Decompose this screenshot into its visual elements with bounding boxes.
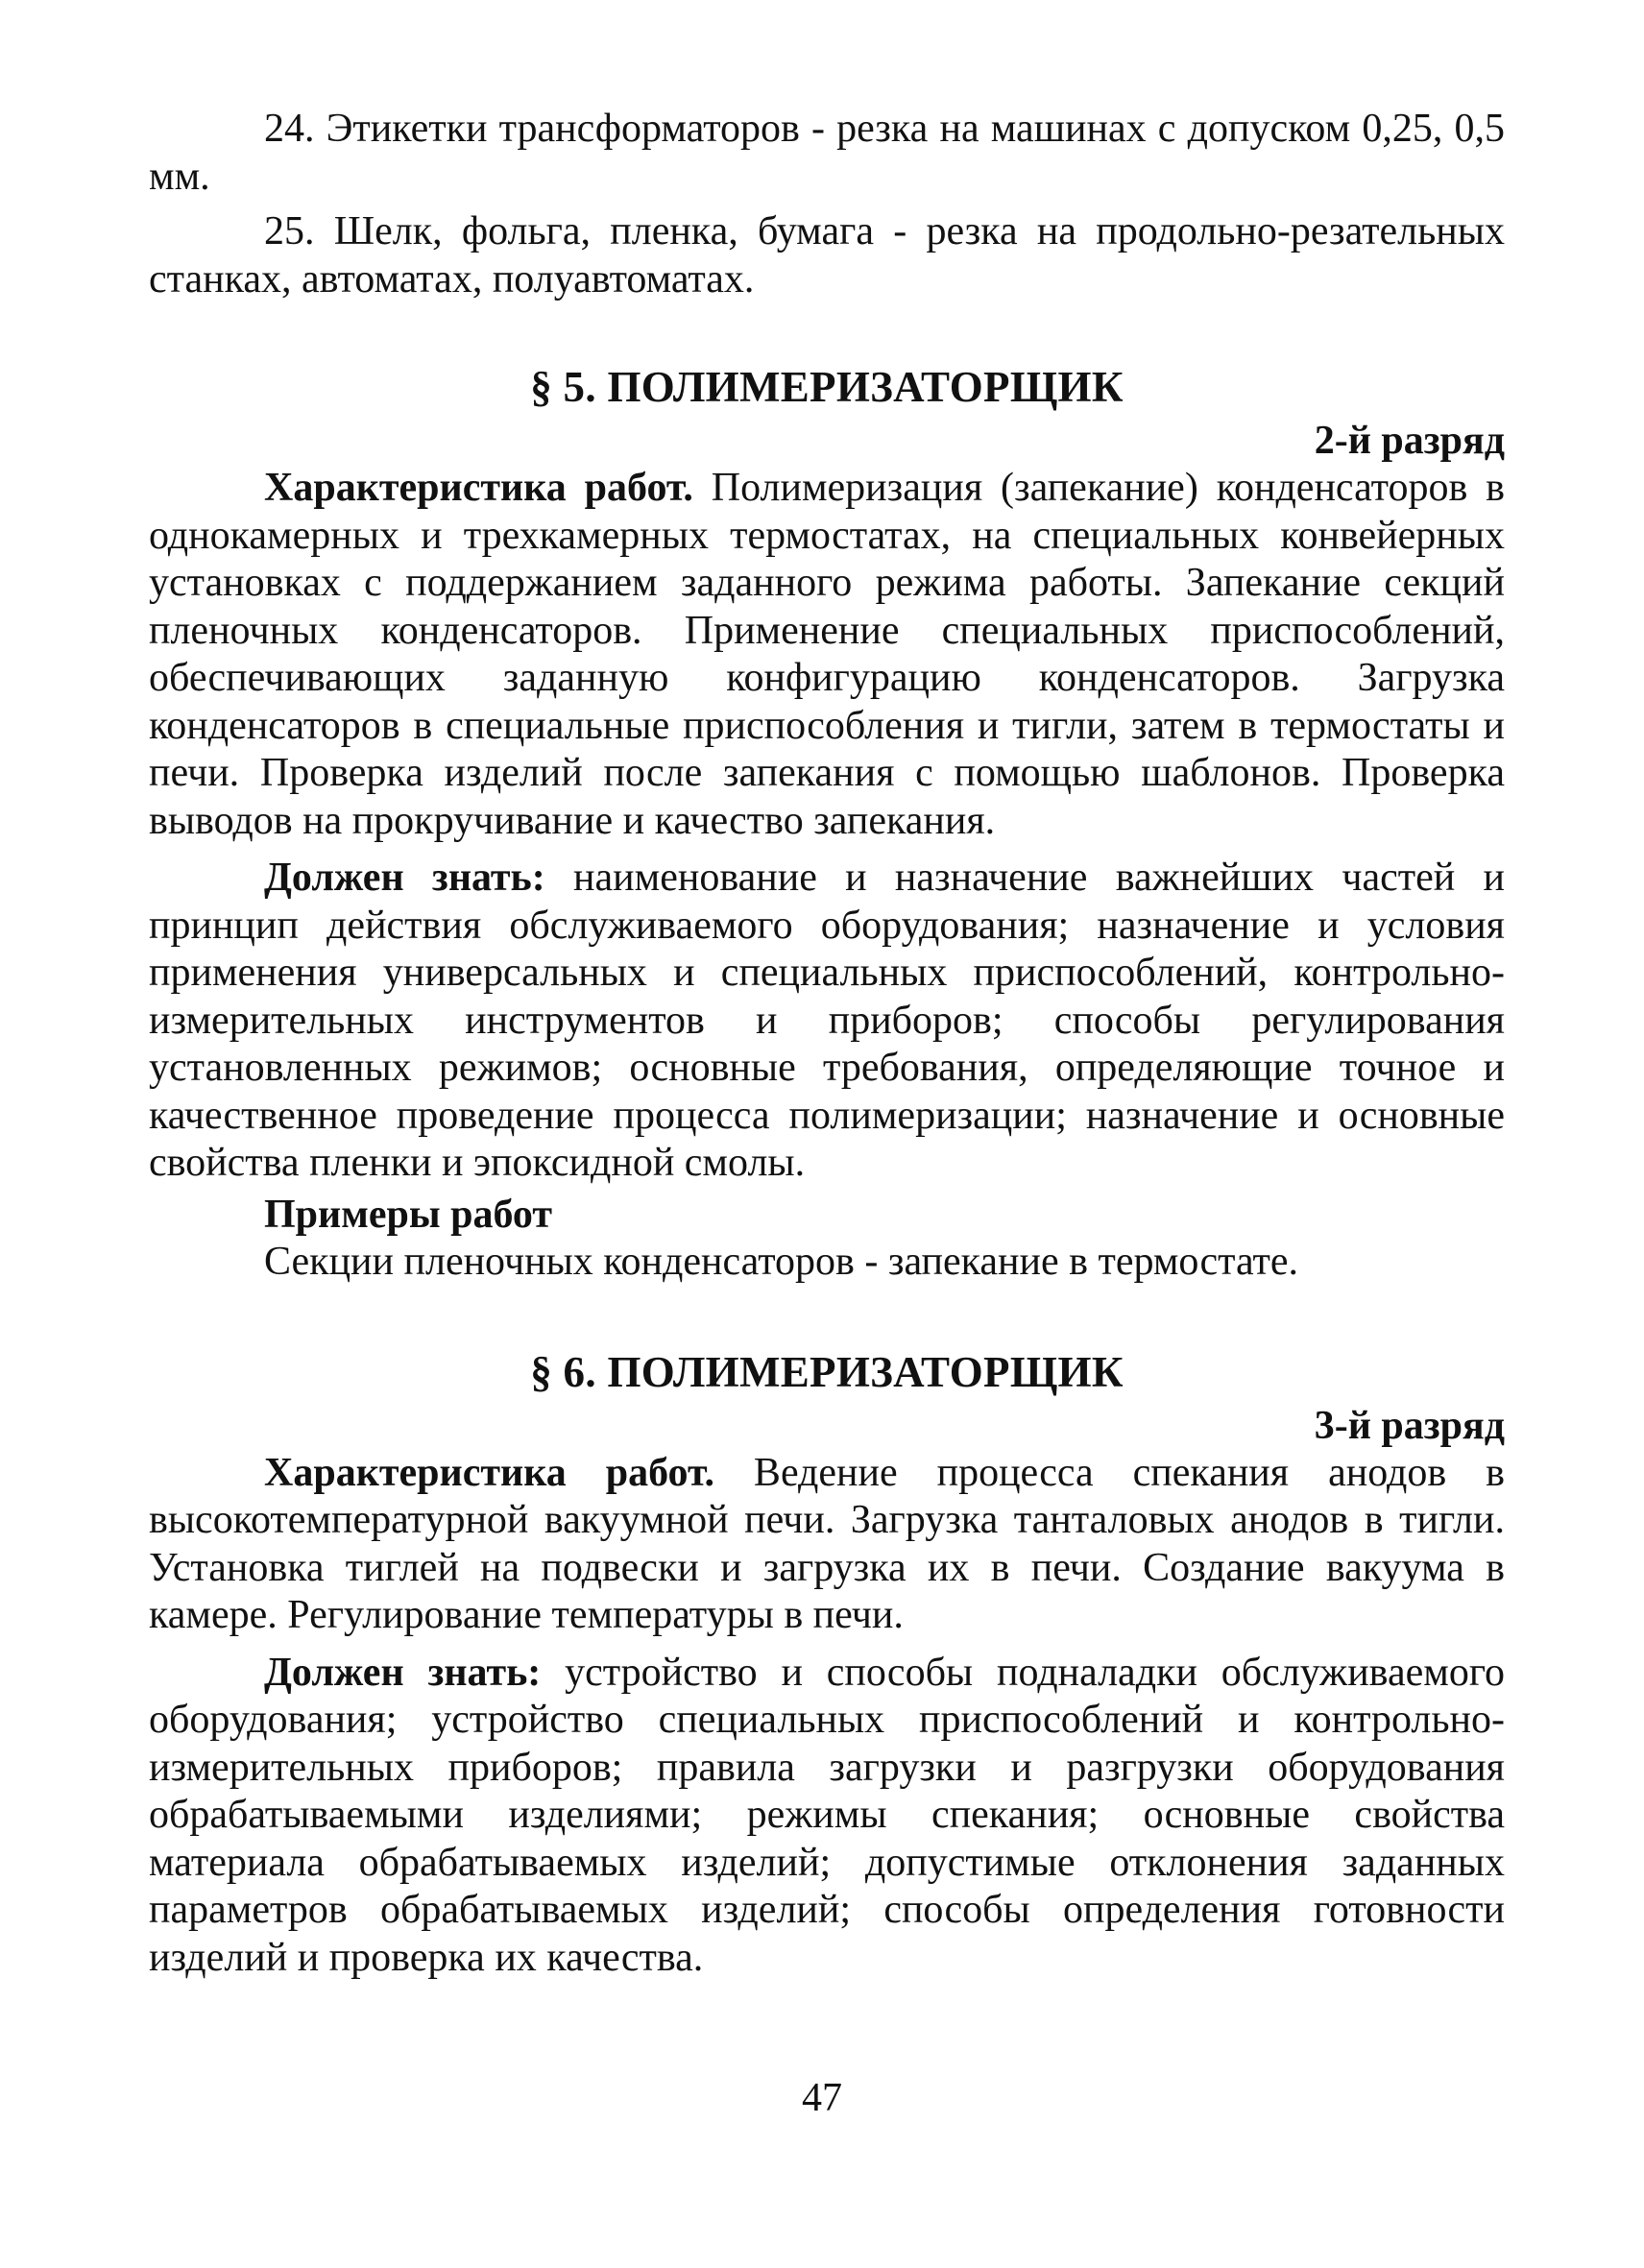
- section-6-knowledge-label: Должен знать:: [264, 1650, 542, 1695]
- section-5-examples-title: Примеры работ: [264, 1192, 553, 1237]
- section-5-work-label: Характеристика работ.: [264, 466, 693, 510]
- section-5-examples-text: Секции пленочных конденсаторов - запекание в термостате.: [264, 1240, 1299, 1284]
- section-6-work-text: Ведение процесса спекания анодов в высокотемпературной вакуумной печи. Загрузка танталовых анодов в тигли. Установка тиглей на подвески и загрузка их в печи. Создание вакуума в камере. Регулирование температуры в печи.: [149, 1450, 1505, 1637]
- section-6-knowledge-text: устройство и способы подналадки обслуживаемого оборудования; устройство специальных приспособлений и контрольно-измерительных приборов; правила загрузки и разгрузки оборудования обрабатываемыми изделиями; режимы спекания; основные свойства материала обрабатываемых изделий; допустимые отклонения заданных параметров обрабатываемых изделий; способы определения готовности изделий и проверка их качества.: [149, 1650, 1505, 1980]
- section-6-work-label: Характеристика работ.: [264, 1450, 714, 1495]
- section-6-grade: 3-й разряд: [1314, 1403, 1505, 1448]
- section-6-work-description: [149, 1450, 1505, 1640]
- section-5-title: § 5. ПОЛИМЕРИЗАТОРЩИК: [530, 363, 1124, 411]
- section-5-work-description: [149, 465, 1505, 845]
- list-item-24: 24. Этикетки трансформаторов - резка на машинах с допуском 0,25, 0,5 мм.: [149, 107, 1505, 199]
- section-6-title: § 6. ПОЛИМЕРИЗАТОРЩИК: [530, 1347, 1124, 1396]
- list-item-25: 25. Шелк, фольга, пленка, бумага - резка на продольно-резательных станках, автоматах, полуавтоматах.: [149, 209, 1505, 302]
- section-5-knowledge-label: Должен знать:: [264, 856, 545, 900]
- page-number: 47: [802, 2076, 842, 2120]
- section-5-grade: 2-й разряд: [1314, 419, 1505, 463]
- document-page: [149, 106, 1505, 1982]
- section-6-knowledge: [149, 1650, 1505, 1983]
- section-5-knowledge-text: наименование и назначение важнейших частей и принцип действия обслуживаемого оборудования; назначение и условия применения универсальных и специальных приспособлений, контрольно-измерительных инструментов и приборов; способы регулирования установленных режимов; основные требования, определяющие точное и качественное проведение процесса полимеризации; назначение и основные свойства пленки и эпоксидной смолы.: [149, 856, 1505, 1185]
- section-5-knowledge: [149, 855, 1505, 1188]
- section-5-work-text: Полимеризация (запекание) конденсаторов в однокамерных и трехкамерных термостатах, на специальных конвейерных установках с поддержанием заданного режима работы. Запекание секций пленочных конденсаторов. Применение специальных приспособлений, обеспечивающих заданную конфигурацию конденсаторов. Загрузка конденсаторов в специальные приспособления и тигли, затем в термостаты и печи. Проверка изделий после запекания с помощью шаблонов. Проверка выводов на прокручивание и качество запекания.: [149, 466, 1505, 843]
